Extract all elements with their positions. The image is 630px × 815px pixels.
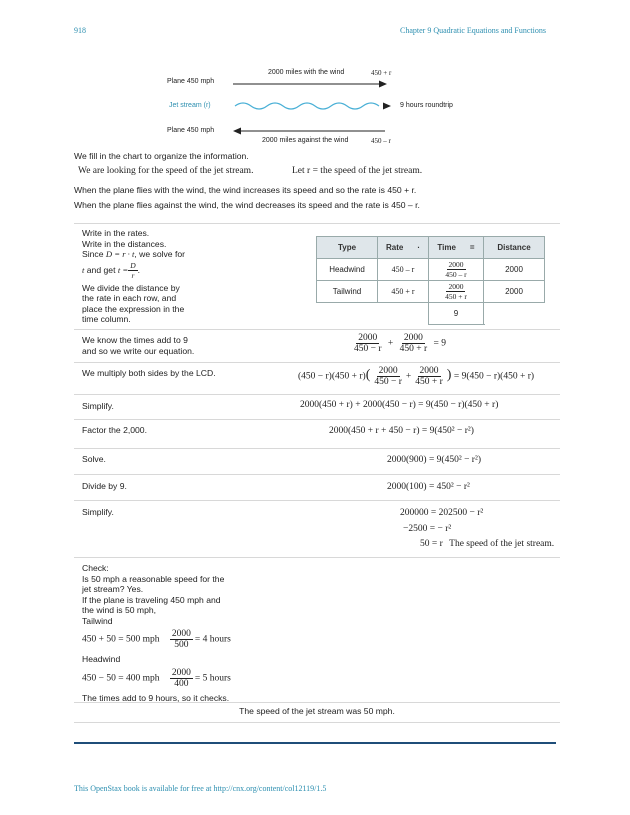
cell-rate: 450 – r [378, 259, 429, 281]
table-header-row [317, 237, 545, 259]
check-line: Check: [82, 563, 109, 573]
fill-chart-text: We fill in the chart to organize the information. [74, 151, 249, 161]
jet-stream-arrowhead [383, 103, 391, 110]
numerator: 2000 [378, 366, 398, 376]
numerator: 2000 [419, 366, 439, 376]
looking-text: We are looking for the speed of the jet stream. [78, 166, 254, 176]
against-wind-text: When the plane flies against the wind, the wind decreases its speed and the rate is 450 – r. [74, 200, 420, 210]
fraction [128, 261, 137, 280]
step-write-equation [82, 335, 194, 356]
jet-stream-label: Jet stream (r) [169, 102, 211, 109]
divider [74, 362, 560, 363]
with-rate-label: 450 + r [371, 69, 392, 77]
var: t = [117, 264, 129, 275]
cell-rate: 450 + r [378, 281, 429, 303]
numerator: 2000 [448, 282, 464, 291]
denominator: 450 + r [415, 377, 443, 387]
step-line [82, 249, 232, 260]
plus: + [405, 371, 412, 382]
step-line: t and get t = $\frac{D}{r}$ . [82, 260, 141, 280]
equation-7b: −2500 = − r² [403, 524, 452, 534]
cell-type: Headwind [317, 259, 378, 281]
step-line: We know the times add to 9 [82, 335, 188, 345]
denominator: 450 + r [445, 292, 467, 301]
step-divide: Divide by 9. [82, 481, 127, 491]
label: Rate [385, 243, 404, 252]
headwind-time: = 5 hours [194, 673, 231, 684]
chart-step-text [82, 228, 232, 325]
check-line: The times add to 9 hours, so it checks. [82, 692, 230, 703]
text: Since [82, 249, 104, 259]
jet-stream-wave [235, 103, 379, 109]
chapter-title: Chapter 9 Quadratic Equations and Functions [400, 26, 546, 35]
empty [484, 303, 545, 325]
with-wind-text: When the plane flies with the wind, the wind increases its speed and so the rate is 450 + r. [74, 185, 417, 195]
denominator: r [131, 270, 135, 280]
tailwind-time: = 4 hours [194, 634, 231, 645]
against-wind-arrowhead [233, 128, 241, 135]
text: , we solve for [134, 249, 186, 259]
denominator: 450 − r [374, 377, 402, 387]
plane-against-label: Plane 450 mph [167, 127, 215, 134]
numerator: 2000 [448, 260, 464, 269]
result: 50 = r [420, 539, 443, 549]
check-line: the wind is 50 mph, [82, 605, 157, 615]
header-distance: Distance [484, 237, 545, 259]
divider [74, 329, 560, 330]
divider [74, 500, 560, 501]
with-wind-label: 2000 miles with the wind [268, 69, 345, 76]
with-wind-arrowhead [379, 81, 387, 88]
roundtrip-label: 9 hours roundtrip [400, 102, 453, 109]
plane-with-label: Plane 450 mph [167, 78, 215, 85]
divider [74, 223, 560, 224]
cell-time [429, 259, 484, 281]
equation-3: 2000(450 + r) + 2000(450 − r) = 9(450 − r)(450 + r) [300, 400, 499, 410]
against-wind-label: 2000 miles against the wind [262, 137, 349, 144]
equation-7c [420, 539, 554, 549]
equals: = [469, 243, 475, 252]
check-line: Tailwind [82, 615, 113, 626]
let-text: Let r = the speed of the jet stream. [292, 166, 423, 176]
denominator: 450 + r [399, 344, 428, 354]
footer-text: This OpenStax book is available for free at http://cnx.org/content/col12119/1.5 [74, 784, 327, 793]
equation-2: (450 − r)(450 + r)( $\frac{2000}{450 - r}$ + $\frac{2000}{450 + r}$ ) = 9(450 − r)(450 + r) [298, 366, 535, 387]
divider [74, 448, 560, 449]
divider [74, 394, 560, 395]
step-line: time column. [82, 314, 131, 324]
header-time [429, 237, 484, 259]
denominator: 450 – r [445, 270, 467, 279]
step-factor: Factor the 2,000. [82, 425, 147, 435]
divider [74, 557, 560, 558]
lcd: (450 − r)(450 + r) [298, 371, 366, 382]
rhs: = 9 [433, 338, 447, 349]
divider [74, 474, 560, 475]
step-line: Write in the rates. [82, 228, 150, 238]
check-section [82, 563, 272, 703]
cell-time [429, 281, 484, 303]
empty [317, 303, 378, 325]
table-row [317, 281, 545, 303]
cell-total-time: 9 [429, 303, 484, 325]
numerator: 2000 [171, 667, 191, 678]
step-simplify-final: Simplify. [82, 507, 114, 517]
label: Time [437, 243, 456, 252]
equation-5: 2000(900) = 9(450² − r²) [387, 455, 481, 465]
plus: + [387, 338, 394, 349]
equation-1 [350, 333, 446, 354]
equation-4: 2000(450 + r + 450 − r) = 9(450² − r²) [329, 426, 474, 436]
wind-diagram [225, 76, 395, 140]
var: t [82, 264, 85, 275]
check-line: Headwind [82, 654, 121, 664]
empty [378, 303, 429, 325]
step-line: place the expression in the [82, 303, 185, 314]
step-simplify: Simplify. [82, 401, 114, 411]
divider [74, 702, 560, 703]
check-line: Is 50 mph a reasonable speed for the [82, 573, 225, 584]
rate-time-table [316, 236, 545, 325]
header-rate [378, 237, 429, 259]
denominator: 450 − r [354, 344, 382, 354]
step-multiply-lcd: We multiply both sides by the LCD. [82, 368, 216, 378]
equation-6: 2000(100) = 450² − r² [387, 482, 470, 492]
table-row [317, 259, 545, 281]
denominator: 400 [174, 678, 189, 689]
equation-7a: 200000 = 202500 − r² [400, 508, 484, 518]
cell-distance: 2000 [484, 259, 545, 281]
tailwind-check [82, 629, 272, 650]
step-line: and so we write our equation. [82, 345, 195, 356]
step-line: We divide the distance by [82, 282, 180, 293]
divider [74, 419, 560, 420]
rhs: = 9(450 − r)(450 + r) [453, 371, 535, 382]
cell-type: Tailwind [317, 281, 378, 303]
headwind-speed: 450 − 50 = 400 mph [82, 673, 160, 684]
header-type: Type [317, 237, 378, 259]
check-line: jet stream? Yes. [82, 584, 144, 594]
text: and get [86, 264, 116, 275]
numerator: 2000 [171, 629, 191, 639]
step-solve: Solve. [82, 454, 106, 464]
step-line: the rate in each row, and [82, 293, 177, 303]
against-rate-label: 450 – r [371, 137, 391, 145]
step-line: Write in the distances. [82, 238, 167, 249]
denominator: 500 [174, 640, 189, 650]
dot: · [417, 243, 420, 252]
table-total-row [317, 303, 545, 325]
tailwind-speed: 450 + 50 = 500 mph [82, 634, 160, 645]
result-note: The speed of the jet stream. [449, 539, 555, 549]
headwind-check [82, 668, 272, 689]
numerator: 2000 [358, 333, 378, 343]
check-line: If the plane is traveling 450 mph and [82, 594, 221, 605]
conclusion: The speed of the jet stream was 50 mph. [239, 706, 395, 716]
formula: D = r · t [105, 249, 135, 259]
numerator: 2000 [403, 333, 423, 343]
footer-rule [74, 742, 556, 744]
cell-distance: 2000 [484, 281, 545, 303]
divider [74, 722, 560, 723]
numerator: D [130, 260, 136, 270]
page-number: 918 [74, 26, 86, 35]
